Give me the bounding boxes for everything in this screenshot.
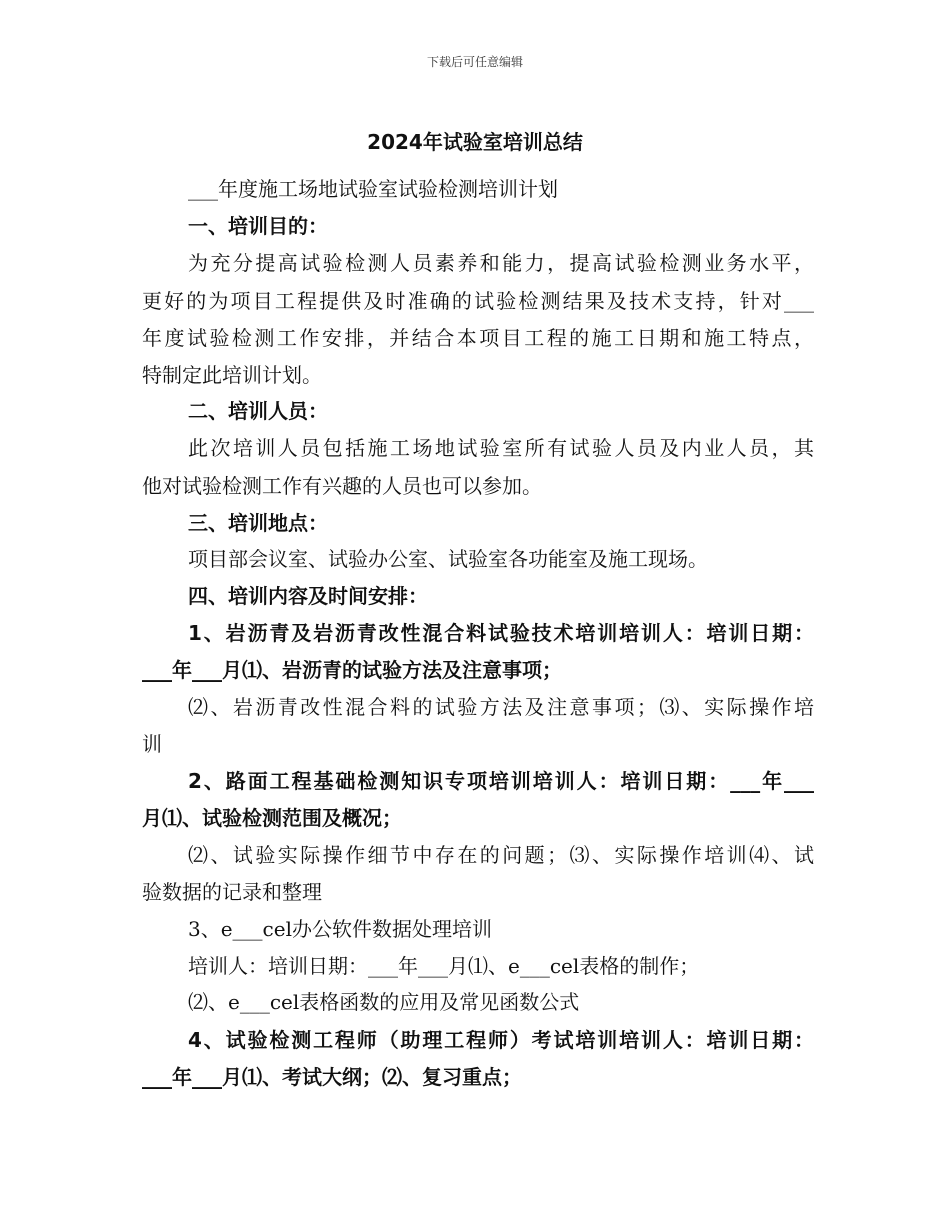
document-title: 2024年试验室培训总结 — [367, 130, 583, 154]
course-item-1-title: 1、岩沥青及岩沥青改性混合料试验技术培训培训人：培训日期： — [188, 621, 814, 645]
paragraph-line: 此次培训人员包括施工场地试验室所有试验人员及内业人员，其 — [188, 436, 814, 460]
course-item-4-date: ___年___月⑴、考试大纲；⑵、复习重点； — [142, 1065, 522, 1089]
section-heading-personnel: 二、培训人员： — [188, 399, 328, 423]
section-heading-purpose: 一、培训目的： — [188, 214, 328, 238]
page-header: 下载后可任意编辑 — [426, 55, 523, 69]
course-item-2-title: 2、路面工程基础检测知识专项培训培训人：培训日期：___年___ — [188, 769, 814, 793]
paragraph-line: 为充分提高试验检测人员素养和能力，提高试验检测业务水平， — [188, 251, 814, 275]
section-heading-content: 四、培训内容及时间安排： — [188, 584, 428, 608]
section-heading-location: 三、培训地点： — [188, 511, 328, 535]
course-item-3-title: 3、e___cel办公软件数据处理培训 — [188, 917, 492, 941]
course-item-1-detail: 训 — [142, 732, 162, 756]
paragraph-line: 年度试验检测工作安排，并结合本项目工程的施工日期和施工特点， — [142, 326, 814, 350]
course-item-4-title: 4、试验检测工程师（助理工程师）考试培训培训人：培训日期： — [188, 1028, 814, 1052]
paragraph-line: 更好的为项目工程提供及时准确的试验检测结果及技术支持，针对___ — [142, 289, 814, 313]
paragraph-line: 特制定此培训计划。 — [142, 363, 322, 387]
paragraph-line: 他对试验检测工作有兴趣的人员也可以参加。 — [142, 474, 542, 498]
course-item-3-date: 培训人：培训日期：___年___月⑴、e___cel表格的制作； — [188, 954, 700, 978]
course-item-2-detail: ⑵、试验实际操作细节中存在的问题；⑶、实际操作培训⑷、试 — [188, 843, 814, 867]
course-item-2-date: 月⑴、试验检测范围及概况； — [142, 806, 402, 830]
course-item-1-detail: ⑵、岩沥青改性混合料的试验方法及注意事项；⑶、实际操作培 — [188, 695, 814, 719]
paragraph-line: 项目部会议室、试验办公室、试验室各功能室及施工现场。 — [188, 547, 708, 571]
course-item-3-detail: ⑵、e___cel表格函数的应用及常见函数公式 — [188, 990, 580, 1014]
course-item-2-detail: 验数据的记录和整理 — [142, 880, 322, 904]
plan-title: ___年度施工场地试验室试验检测培训计划 — [188, 177, 558, 201]
course-item-1-date: ___年___月⑴、岩沥青的试验方法及注意事项； — [142, 658, 562, 682]
